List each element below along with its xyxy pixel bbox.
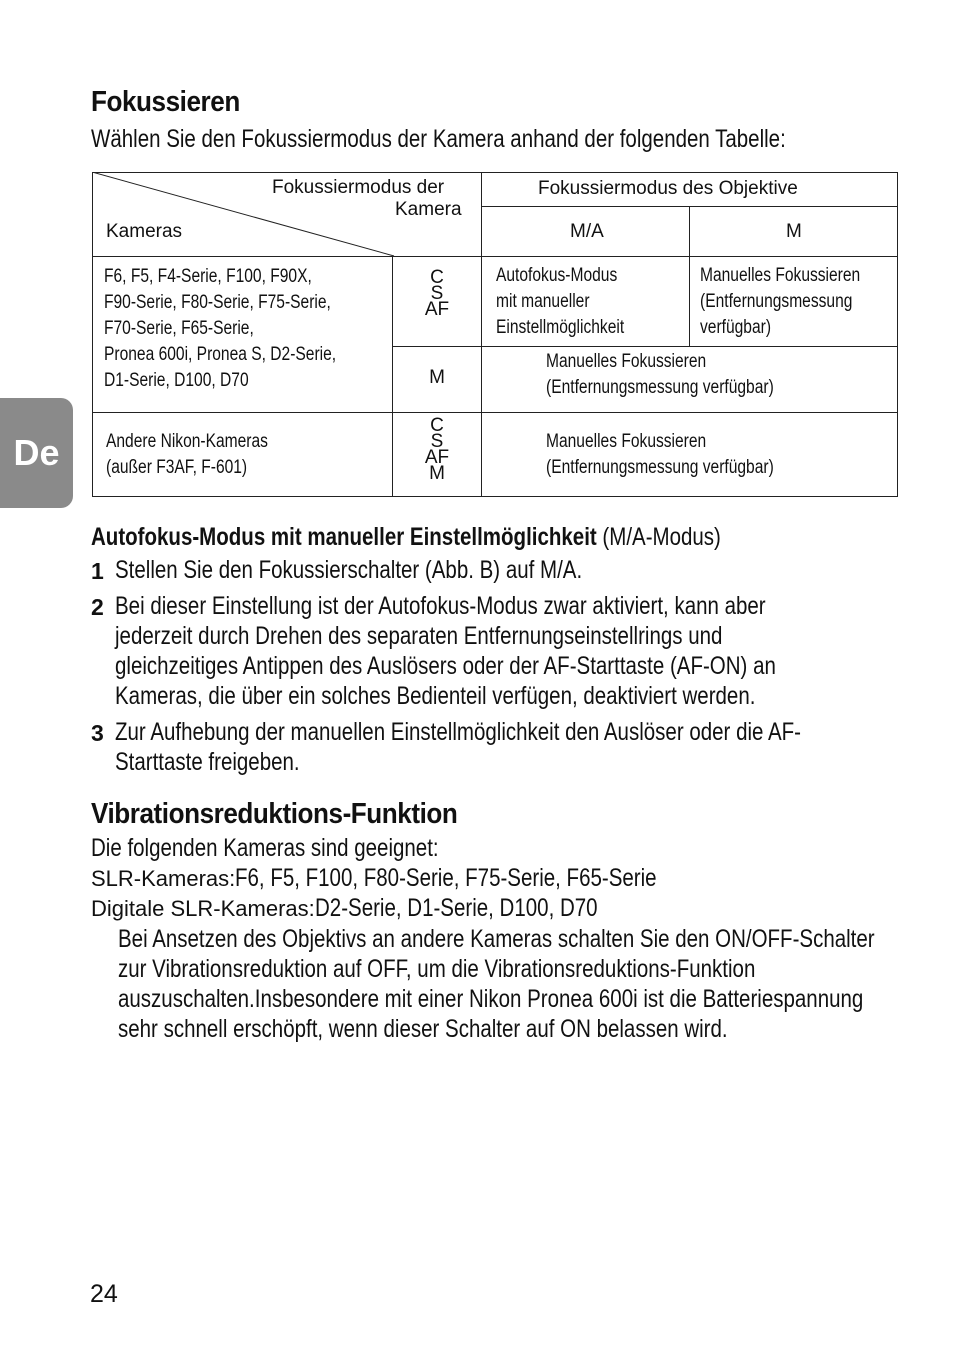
row2-cameras: Andere Nikon-Kameras (außer F3AF, F-601) xyxy=(106,431,268,478)
vr-intro: Die folgenden Kameras sind geeignet: xyxy=(91,834,439,862)
row1-ma-text: Autofokus-Modus mit manueller Einstellmöglichkeit xyxy=(496,265,625,338)
row1-cameras: F6, F5, F4-Serie, F100, F90X, F90-Serie, F80-Serie, F75-Serie, F70-Serie, F65-Serie, Pronea 600i, Pronea S, D2-Serie, D1-Serie, D100, D70 xyxy=(104,266,337,391)
row1-mode-csaf: C S AF xyxy=(424,267,450,320)
section-intro: Wählen Sie den Fokussiermodus der Kamera anhand der folgenden Tabelle: xyxy=(91,125,786,153)
step-1-text: Stellen Sie den Fokussierschalter (Abb. B) auf M/A. xyxy=(115,556,583,584)
vr-note: Bei Ansetzen des Objektivs an andere Kameras schalten Sie den ON/OFF-Schalter zur Vibrationsreduktion auf OFF, um die Vibrationsreduktions-Funktion auszuschalten.Insbesondere mit einer Nikon Pronea 600i ist die Batteriespannung sehr schnell erschöpft, wenn dieser Schalter auf ON belassen wird. xyxy=(118,925,875,1043)
language-tab: De xyxy=(0,398,73,508)
header-camera-mode: Fokussiermodus der xyxy=(272,177,445,198)
step-3-text: Zur Aufhebung der manuellen Einstellmöglichkeit den Auslöser oder die AF- Starttaste freigeben. xyxy=(115,718,802,776)
vr-slr-line: SLR-Kameras:F6, F5, F100, F80-Serie, F75-Serie, F65-Serie xyxy=(91,864,657,892)
row1-m-text: Manuelles Fokussieren (Entfernungsmessung verfügbar) xyxy=(700,265,861,338)
step-2-number: 2 xyxy=(91,594,104,620)
vr-dslr-line: Digitale SLR-Kameras:D2-Serie, D1-Serie, D100, D70 xyxy=(91,894,598,922)
step-1-number: 1 xyxy=(91,558,104,584)
row2-mode: C S AF M xyxy=(424,415,450,484)
column-m: M xyxy=(786,221,802,242)
step-3-number: 3 xyxy=(91,720,104,746)
af-section-heading: Autofokus-Modus mit manueller Einstellmöglichkeit (M/A-Modus) xyxy=(91,523,721,551)
section-title-vibration-reduction: Vibrationsreduktions-Funktion xyxy=(91,798,458,830)
column-ma: M/A xyxy=(570,221,604,242)
section-title-fokussieren: Fokussieren xyxy=(91,86,240,118)
header-lens-mode: Fokussiermodus des Objektive xyxy=(538,178,798,199)
header-cameras: Kameras xyxy=(106,221,183,242)
header-camera-mode-line2: Kamera xyxy=(395,199,462,220)
row1-mode-m: M xyxy=(429,367,445,388)
row1-m-row-text: Manuelles Fokussieren (Entfernungsmessung verfügbar) xyxy=(546,351,774,398)
row2-text: Manuelles Fokussieren (Entfernungsmessung verfügbar) xyxy=(546,431,774,478)
page-number: 24 xyxy=(90,1280,118,1308)
step-2-text: Bei dieser Einstellung ist der Autofokus-Modus zwar aktiviert, kann aber jederzeit durch Drehen des separaten Entfernungseinstellrings und gleichzeitiges Antippen des Auslösers oder der AF-Starttaste (AF-ON) an Kameras, die über ein solches Bedienteil verfügen, deaktiviert werden. xyxy=(115,592,776,710)
